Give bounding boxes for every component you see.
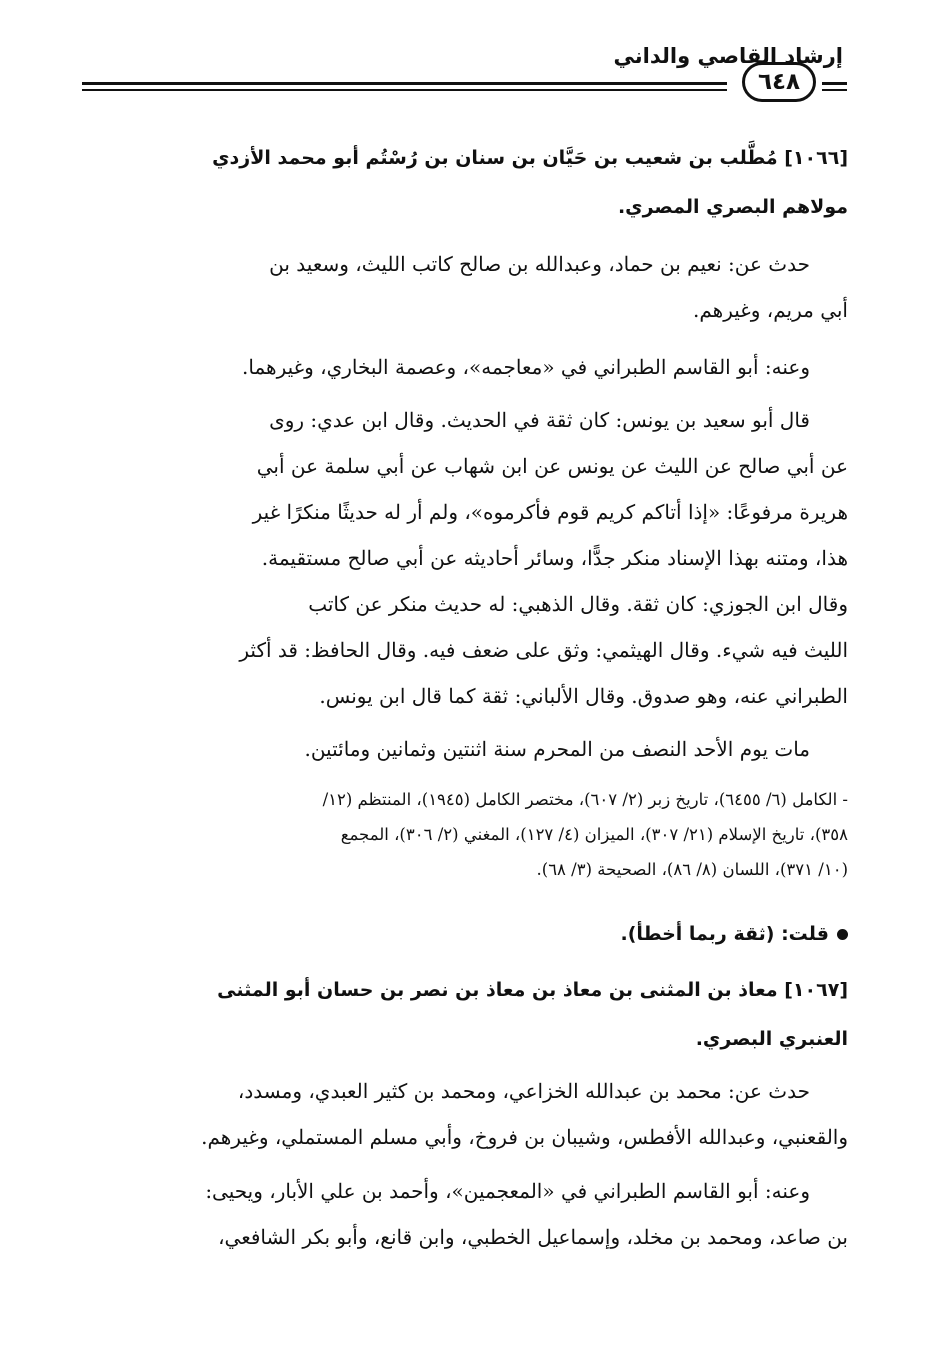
- header-rule-stub-thin: [822, 89, 847, 91]
- text-line: أبي مريم، وغيرهم.: [693, 298, 848, 322]
- entry-1066-teachers: [80, 241, 848, 333]
- text-line: هريرة مرفوعًا: «إذا أتاكم كريم قوم فأكرموه»، ولم أر له حديثًا منكرًا غير: [252, 500, 848, 524]
- entry-1066-students: [80, 344, 848, 390]
- footnote-line: ٣٥٨)، تاريخ الإسلام (٢١/ ٣٠٧)، الميزان (٤/ ١٢٧)، المغني (٢/ ٣٠٦)، المجمع: [340, 825, 848, 844]
- entry-1066-heading: [80, 134, 848, 232]
- entry-heading-line: [١٠٦٦] مُطَّلب بن شعيب بن حَيَّان بن سنان بن رُسْتُم أبو محمد الأزدي: [212, 147, 848, 169]
- footnote-line: - الكامل (٦/ ٦٤٥٥)، تاريخ زبر (٢/ ٦٠٧)، مختصر الكامل (١٩٤٥)، المنتظم (١٢/: [322, 790, 848, 809]
- running-title: إرشاد القاصي والداني: [613, 44, 843, 68]
- verdict-line: [80, 914, 848, 954]
- text-line: عن أبي صالح عن الليث عن يونس عن ابن شهاب عن أبي سلمة عن أبي: [256, 454, 848, 478]
- text-line: الطبراني عنه، وهو صدوق. وقال الألباني: ثقة كما قال ابن يونس.: [319, 684, 848, 708]
- text-line: حدث عن: نعيم بن حماد، وعبدالله بن صالح كاتب الليث، وسعيد بن: [269, 252, 810, 276]
- entry-heading-line: [١٠٦٧] معاذ بن المثنى بن معاذ بن معاذ بن نصر بن حسان أبو المثنى: [217, 979, 848, 1001]
- text-line: والقعنبي، وعبدالله الأفطس، وشيبان بن فروخ، وأبي مسلم المستملي، وغيرهم.: [201, 1125, 848, 1149]
- entry-heading-line: العنبري البصري.: [695, 1028, 848, 1050]
- footnote-line: (١٠/ ٣٧١)، اللسان (٨/ ٨٦)، الصحيحة (٣/ ٦٨).: [536, 860, 848, 879]
- entry-1066-verdict: [80, 914, 848, 954]
- text-line: مات يوم الأحد النصف من المحرم سنة اثنتين وثمانين ومائتين.: [304, 737, 810, 761]
- text-line: وقال ابن الجوزي: كان ثقة. وقال الذهبي: له حديث منكر عن كاتب: [308, 592, 848, 616]
- bullet-icon: [837, 929, 848, 940]
- text-line: وعنه: أبو القاسم الطبراني في «معاجمه»، وعصمة البخاري، وغيرهما.: [242, 355, 810, 379]
- text-line: بن صاعد، ومحمد بن مخلد، وإسماعيل الخطبي، وابن قانع، وأبو بكر الشافعي،: [218, 1225, 848, 1249]
- text-line: قال أبو سعيد بن يونس: كان ثقة في الحديث. وقال ابن عدي: روى: [269, 408, 810, 432]
- text-line: حدث عن: محمد بن عبدالله الخزاعي، ومحمد بن كثير العبدي، ومسدد،: [237, 1079, 810, 1103]
- entry-1066-death: [80, 726, 848, 772]
- entry-1066-sources: [80, 782, 848, 887]
- verdict-text: قلت: (ثقة ربما أخطأ).: [620, 923, 829, 945]
- entry-1067-students: [80, 1168, 848, 1260]
- header-rule-thick: [82, 82, 727, 85]
- header-rule-stub-thick: [822, 82, 847, 85]
- entry-1067-heading: [80, 966, 848, 1064]
- text-line: هذا، ومتنه بهذا الإسناد منكر جدًّا، وسائر أحاديثه عن أبي صالح مستقيمة.: [261, 546, 848, 570]
- entry-heading-line: مولاهم البصري المصري.: [617, 196, 848, 218]
- text-line: وعنه: أبو القاسم الطبراني في «المعجمين»، وأحمد بن علي الأبار، ويحيى:: [205, 1179, 810, 1203]
- entry-1066-grading: [80, 397, 848, 719]
- page-number: ٦٤٨: [742, 62, 816, 102]
- text-line: الليث فيه شيء. وقال الهيثمي: وثق على ضعف فيه. وقال الحافظ: قد أكثر: [239, 638, 848, 662]
- entry-1067-teachers: [80, 1068, 848, 1160]
- header-rule-thin: [82, 89, 727, 91]
